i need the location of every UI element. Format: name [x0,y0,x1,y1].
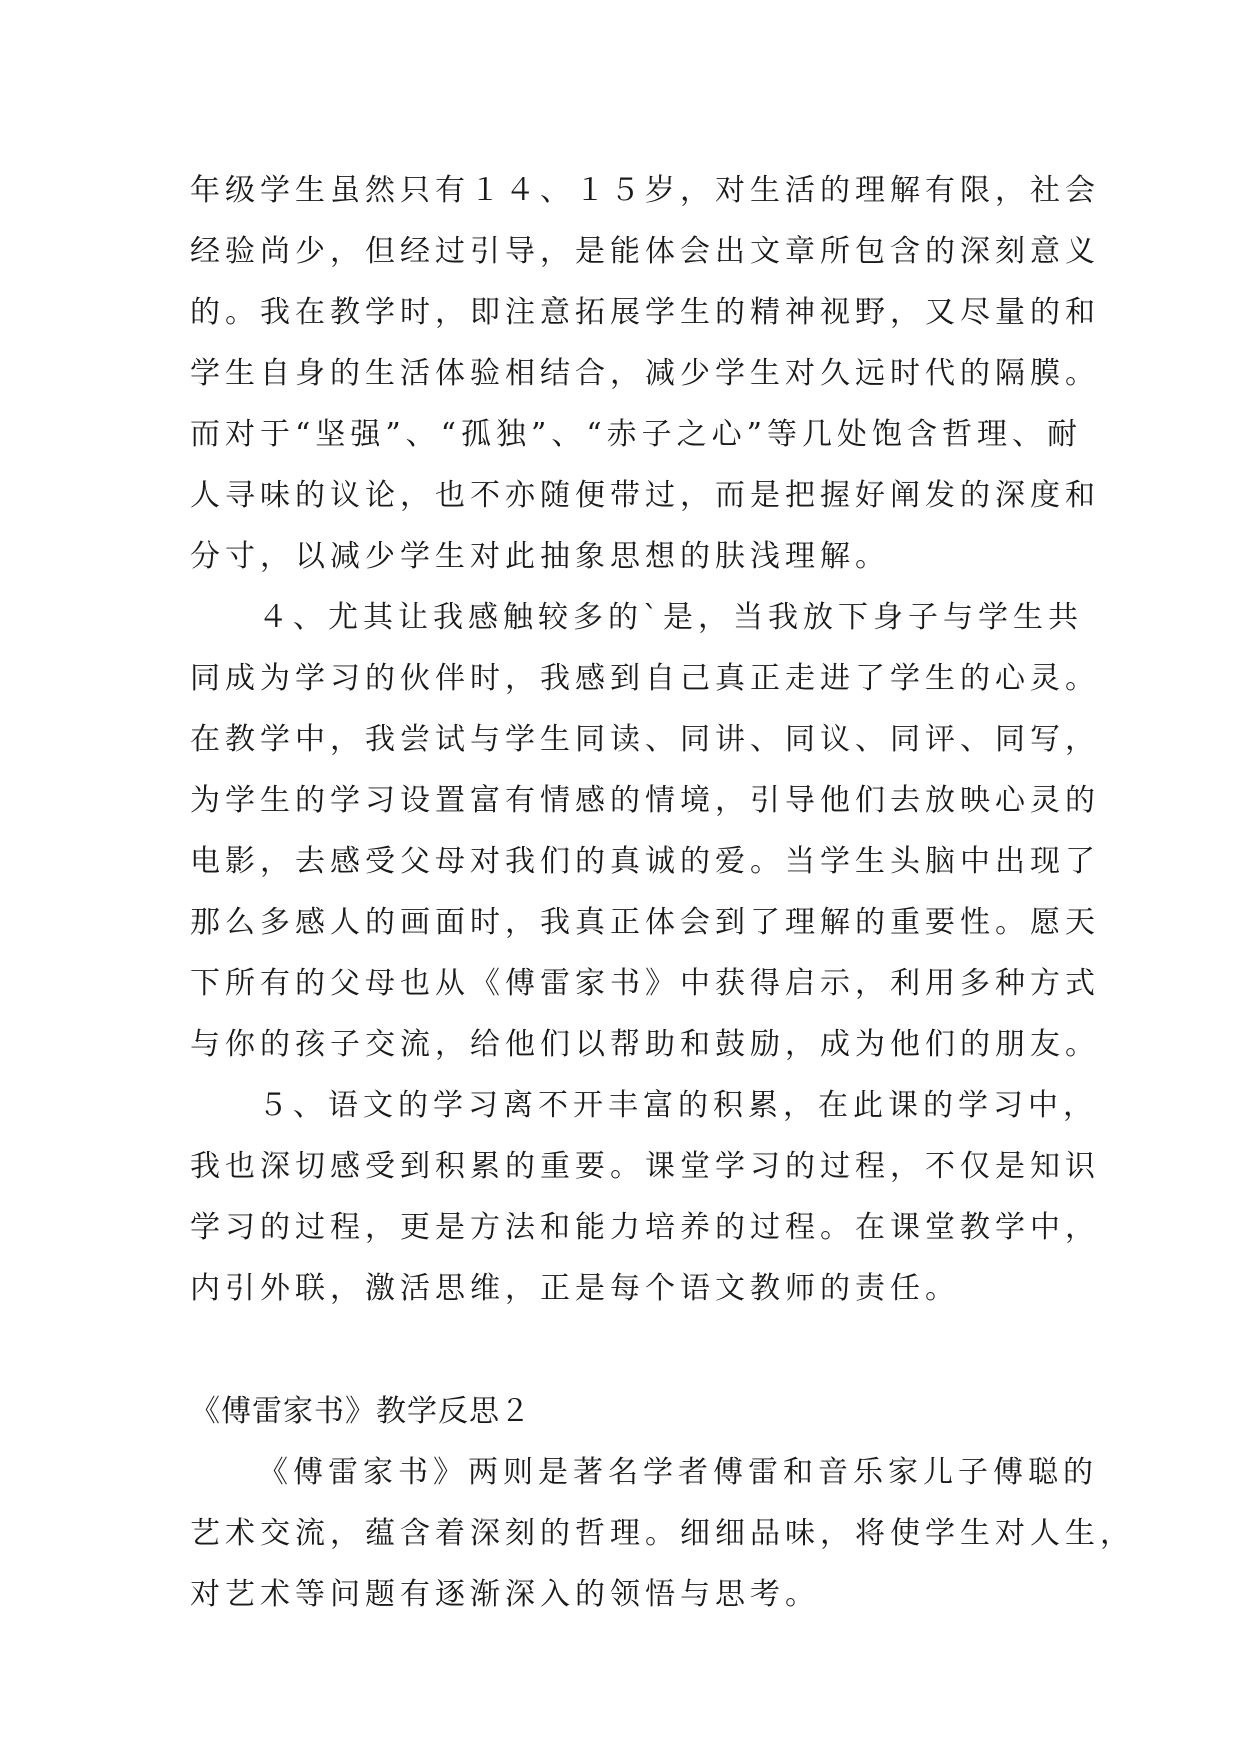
text-line: 内引外联，激活思维，正是每个语文教师的责任。 [190,1271,960,1306]
text-line: ４、尤其让我感触较多的`是，当我放下身子与学生共 [258,600,1083,635]
text-line: 为学生的学习设置富有情感的情境，引导他们去放映心灵的 [190,783,1100,818]
text-line: 我也深切感受到积累的重要。课堂学习的过程，不仅是知识 [190,1149,1100,1184]
document-body [190,160,1135,1625]
text-line: 电影，去感受父母对我们的真诚的爱。当学生头脑中出现了 [190,844,1100,879]
text-line: 对艺术等问题有逐渐深入的领悟与思考。 [190,1577,820,1612]
text-line: 下所有的父母也从《傅雷家书》中获得启示，利用多种方式 [190,966,1100,1001]
text-line: 的。我在教学时，即注意拓展学生的精神视野，又尽量的和 [190,295,1100,330]
text-line: ５、语文的学习离不开丰富的积累，在此课的学习中， [258,1088,1098,1123]
text-line: 艺术交流，蕴含着深刻的哲理。细细品味，将使学生对人生， [190,1516,1135,1551]
text-line: 学习的过程，更是方法和能力培养的过程。在课堂教学中， [190,1210,1100,1245]
text-line: 年级学生虽然只有１４、１５岁，对生活的理解有限，社会 [190,173,1100,208]
paragraph-1 [190,160,1100,587]
text-line: 人寻味的议论，也不亦随便带过，而是把握好阐发的深度和 [190,478,1100,513]
text-line: 同成为学习的伙伴时，我感到自己真正走进了学生的心灵。 [190,661,1100,696]
paragraph-2 [190,587,1100,1075]
text-line: 与你的孩子交流，给他们以帮助和鼓励，成为他们的朋友。 [190,1027,1100,1062]
paragraph-4 [190,1442,1135,1625]
text-line: 分寸，以减少学生对此抽象思想的肤浅理解。 [190,539,890,574]
text-line: 而对于“坚强”、“孤独”、“赤子之心”等几处饱含哲理、耐 [190,417,1083,452]
section-spacer [190,1319,1090,1381]
text-line: 在教学中，我尝试与学生同读、同讲、同议、同评、同写， [190,722,1100,757]
text-line: 《傅雷家书》两则是著名学者傅雷和音乐家儿子傅聪的 [258,1455,1098,1490]
paragraph-3 [190,1075,1100,1319]
text-line: 那么多感人的画面时，我真正体会到了理解的重要性。愿天 [190,905,1100,940]
text-line: 经验尚少，但经过引导，是能体会出文章所包含的深刻意义 [190,234,1100,269]
text-line: 学生自身的生活体验相结合，减少学生对久远时代的隔膜。 [190,356,1100,391]
section-heading: 《傅雷家书》教学反思２ [190,1394,531,1429]
